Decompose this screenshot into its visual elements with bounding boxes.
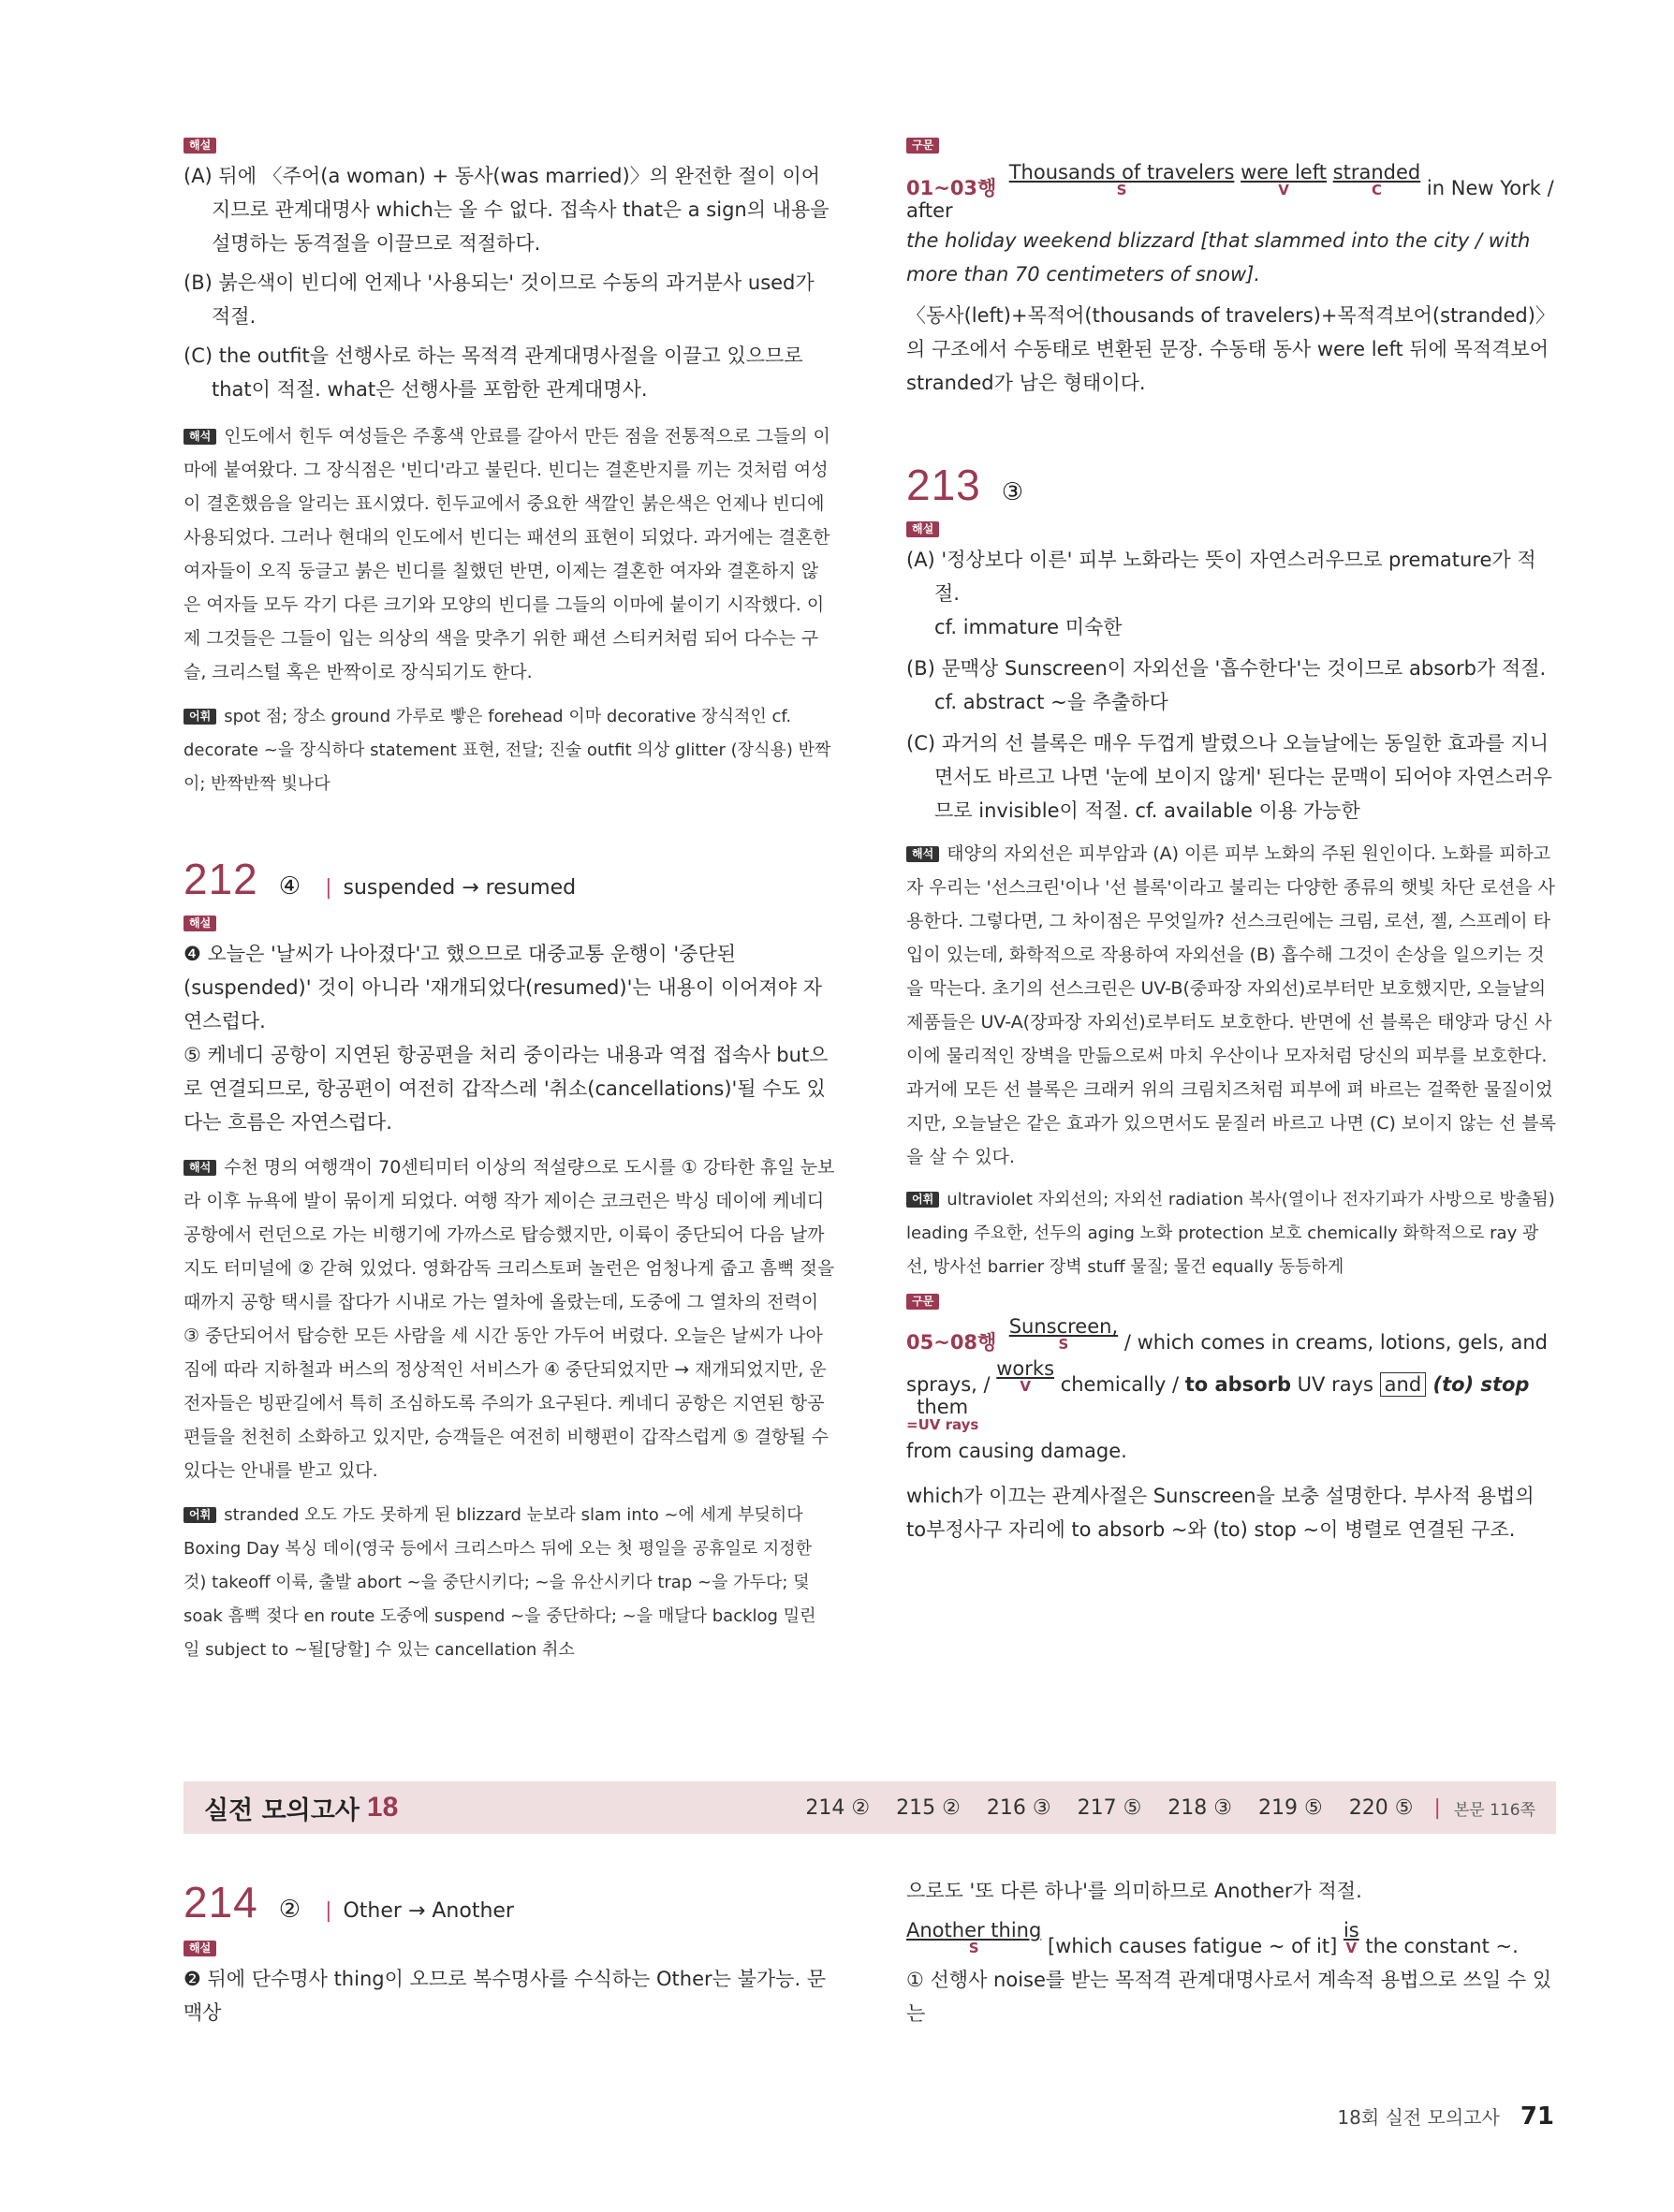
q212-header (184, 854, 835, 904)
reference-note: =UV rays (906, 1416, 979, 1433)
sentence-part: chemically / (1054, 1373, 1185, 1396)
sentence-rest: in New York / after (906, 177, 1554, 222)
q213-explanation-a-cf: cf. immature 미숙한 (934, 616, 1123, 638)
vocab-tag: 어휘 (906, 1192, 939, 1208)
vocab-tag: 어휘 (184, 1507, 216, 1523)
q211-translation-text: 인도에서 힌두 여성들은 주홍색 안료를 갈아서 만든 점을 전통적으로 그들의 이마에 붙여왔다. 그 장식점은 '빈디'라고 불린다. 빈디는 결혼반지를 끼는 것처럼 여성이 결혼했음을 알리는 표시였다. 힌두교에서 중요한 색깔인 붉은색은 언제나 빈디에 사용되었다. 그러나 현대의 인도에서 빈디는 패션의 표현이 되었다. 과거에는 결혼한 여자들이 오직 둥글고 붉은 빈디를 칠했던 반면, 이제는 결혼한 여자와 결혼하지 않은 여자들 모두 각기 다른 크기와 모양의 빈디를 그들의 이마에 붙이기 시작했다. 이제 그것들은 그들이 입는 의상의 색을 맞추기 위한 패션 스티커처럼 되어 다수는 구슬, 크리스털 혹은 반짝이로 장식되기도 한다. (184, 426, 830, 682)
q211-vocab (184, 700, 835, 801)
divider: | (325, 1899, 332, 1923)
q211-vocab-text: spot 점; 장소 ground 가루로 빻은 forehead 이마 decorative 장식적인 cf. decorate ~을 장식하다 statement 표현, 전달; 진술 outfit 의상 glitter (장식용) 반짝이; 반짝반짝 빛나다 (184, 707, 831, 794)
q214-left (184, 1877, 835, 2029)
structure-tag: 구문 (906, 138, 939, 154)
subject-marker: S (1116, 182, 1127, 198)
q212-structure-line2: the holiday weekend blizzard [that slammed into the city / with more than 70 centimeters of snow]. (906, 229, 1531, 286)
explanation-tag: 해설 (184, 138, 216, 154)
question-number: 212 (184, 855, 258, 903)
sentence-rest: the constant ~. (1358, 1935, 1519, 1957)
verb-marker: V (1278, 182, 1289, 198)
infinitive-phrase: (to) stop (1426, 1373, 1530, 1396)
sentence-part: sprays, / (906, 1373, 997, 1396)
q213-explanation-b: (B) 문맥상 Sunscreen이 자외선을 '흡수한다'는 것이므로 absorb가 적절. (906, 657, 1547, 680)
structure-tag: 구문 (906, 1294, 939, 1310)
complement-phrase: stranded (1332, 161, 1421, 183)
q212-structure-line1 (906, 161, 1558, 222)
question-number: 213 (906, 461, 981, 509)
correction-text: suspended → resumed (343, 876, 577, 900)
divider: | (1433, 1795, 1441, 1820)
answer-choice: ④ (278, 872, 301, 901)
q212-structure-note: 〈동사(left)+목적어(thousands of travelers)+목적격보어(stranded)〉의 구조에서 수동태로 변환된 문장. 수동태 동사 were left 뒤에 목적격보어 stranded가 남은 형태이다. (906, 304, 1555, 394)
object-pronoun: them (917, 1396, 969, 1418)
answer-item: 217 ⑤ (1077, 1795, 1142, 1820)
answer-band (184, 1781, 1556, 1834)
translation-tag: 해석 (906, 846, 939, 862)
divider: | (325, 876, 332, 900)
q212-vocab (184, 1499, 835, 1667)
subject-phrase: Thousands of travelers (1008, 161, 1235, 183)
q211-explanation-b: (B) 붉은색이 빈디에 언제나 '사용되는' 것이므로 수동의 과거분사 used가 적절. (184, 271, 815, 328)
explanation-tag: 해설 (184, 1941, 216, 1956)
answer-item: 215 ② (896, 1795, 961, 1820)
q211-explanation-a: (A) 뒤에 〈주어(a woman) + 동사(was married)〉의 완전한 절이 이어지므로 관계대명사 which는 올 수 없다. 접속사 that은 a sign의 내용을 설명하는 동격절을 이끌므로 적절하다. (184, 165, 830, 255)
verb-phrase: were left (1241, 161, 1327, 183)
q214-explanation-cont: 으로도 '또 다른 하나'를 의미하므로 Another가 적절. (906, 1880, 1362, 1902)
subject-marker: S (1058, 1336, 1069, 1353)
q214-header (184, 1877, 835, 1927)
answer-choice: ③ (1001, 478, 1024, 506)
q213-explanation-b-cf: cf. abstract ~을 추출하다 (934, 691, 1168, 713)
subject-marker: S (968, 1940, 979, 1956)
q213-vocab (906, 1183, 1558, 1284)
verb-marker: V (1020, 1378, 1031, 1395)
line-range: 05~08행 (906, 1331, 997, 1354)
q213-header (906, 460, 1558, 510)
q213-structure-line1 (906, 1315, 1558, 1354)
q214-structure (906, 1919, 1558, 1957)
left-column (184, 131, 835, 1667)
q213-vocab-text: ultraviolet 자외선의; 자외선 radiation 복사(열이나 전자기파가 사방으로 방출됨) leading 주요한, 선두의 aging 노화 protection 보호 chemically 화학적으로 ray 광선, 방사선 barrier 장벽 stuff 물질; 물건 equally 동등하게 (906, 1190, 1555, 1277)
subject-phrase: Another thing (906, 1919, 1042, 1941)
page-footer (1337, 2102, 1554, 2131)
q212-translation-text: 수천 명의 여행객이 70센티미터 이상의 적설량으로 도시를 ① 강타한 휴일 눈보라 이후 뉴욕에 발이 묶이게 되었다. 여행 작가 제이슨 코크런은 박싱 데이에 케네디 공항에서 런던으로 가는 비행기에 가까스로 탑승했지만, 이륙이 중단되어 다음 날까지도 터미널에 ② 갇혀 있었다. 영화감독 크리스토퍼 놀런은 엄청나게 줍고 흠뻑 젖을 때까지 공항 택시를 잡다가 시내로 가는 열차에 올랐는데, 도중에 그 열차의 전력이 ③ 중단되어서 탑승한 모든 사람을 세 시간 동안 가두어 버렸다. 오늘은 날씨가 나아짐에 따라 지하철과 버스의 정상적인 서비스가 ④ 중단되었지만 → 재개되었지만, 운전자들은 빙판길에서 특히 조심하도록 주의가 요구된다. 케네디 공항은 지연된 항공편들을 천천히 소화하고 있지만, 승객들은 여전히 비행편이 갑작스럽게 ⑤ 결항될 수 있다는 안내를 받고 있다. (184, 1157, 835, 1481)
complement-marker: C (1371, 182, 1382, 198)
conjunction-box: and (1380, 1372, 1427, 1397)
answer-item: 218 ③ (1167, 1795, 1233, 1820)
q214-right (906, 1874, 1558, 2030)
q214-explanation-1: ① 선행사 noise를 받는 목적격 관계대명사로서 계속적 용법으로 쓰일 수 있는 (906, 1969, 1552, 2025)
vocab-tag: 어휘 (184, 709, 216, 725)
answer-item: 216 ③ (986, 1795, 1051, 1820)
page-number: 71 (1520, 2102, 1554, 2131)
band-title: 실전 모의고사 (204, 1795, 360, 1825)
page-reference: 본문 116쪽 (1453, 1800, 1535, 1820)
relative-clause: / which comes in creams, lotions, gels, and (1118, 1331, 1548, 1354)
q212-explanation-4: ❹ 오늘은 '날씨가 나아졌다'고 했으므로 대중교통 운행이 '중단된(suspended)' 것이 아니라 '재개되었다(resumed)'는 내용이 이어져야 자연스럽다. (184, 943, 822, 1033)
verb-phrase: works (996, 1357, 1055, 1380)
q212-vocab-text: stranded 오도 가도 못하게 된 blizzard 눈보라 slam into ~에 세게 부딪히다 Boxing Day 복싱 데이(영국 등에서 크리스마스 뒤에 오는 첫 평일을 공휴일로 지정한 것) takeoff 이륙, 출발 abort ~을 중단시키다; ~을 유산시키다 trap ~을 가두다; 덫 soak 흠뻑 젖다 en route 도중에 suspend ~을 중단하다; ~을 매달다 backlog 밀린 일 subject to ~될[당할] 수 있는 cancellation 취소 (184, 1505, 816, 1660)
q211-translation (184, 419, 835, 689)
answer-list (805, 1796, 1413, 1820)
subject-phrase: Sunscreen, (1008, 1315, 1119, 1338)
q213-structure-line2 (906, 1357, 1558, 1434)
line-range: 01~03행 (906, 177, 997, 199)
q211-explanation-c: (C) the outfit을 선행사로 하는 목적격 관계대명사절을 이끌고 있으므로 that이 적절. what은 선행사를 포함한 관계대명사. (184, 344, 803, 401)
answer-item: 219 ⑤ (1258, 1795, 1323, 1820)
verb-marker: V (1345, 1940, 1358, 1956)
q213-structure-line3: from causing damage. (906, 1440, 1127, 1462)
q213-translation (906, 837, 1558, 1174)
right-column (906, 131, 1558, 1546)
q213-structure-note: which가 이끄는 관계사절은 Sunscreen을 보충 설명한다. 부사적 용법의 to부정사구 자리에 to absorb ~와 (to) stop ~이 병렬로 연결된 구조. (906, 1485, 1534, 1541)
answer-item: 214 ② (805, 1795, 871, 1820)
infinitive-phrase: to absorb (1184, 1373, 1291, 1396)
band-number: 18 (366, 1792, 399, 1823)
q213-explanation-a: (A) '정상보다 이른' 피부 노화라는 뜻이 자연스러우므로 premature가 적절. (906, 549, 1536, 605)
q214-explanation: ❷ 뒤에 단수명사 thing이 오므로 복수명사를 수식하는 Other는 불가능. 문맥상 (184, 1968, 827, 2024)
q213-explanation-c: (C) 과거의 선 블록은 매우 두껍게 발렸으나 오늘날에는 동일한 효과를 지니면서도 바르고 나면 '눈에 보이지 않게' 된다는 문맥이 되어야 자연스러우므로 invisible이 적절. cf. available 이용 가능한 (906, 732, 1552, 822)
q212-explanation-5: ⑤ 케네디 공항이 지연된 항공편을 처리 중이라는 내용과 역접 접속사 but으로 연결되므로, 항공편이 여전히 갑작스레 '취소(cancellations)'될 수도 있다는 흐름은 자연스럽다. (184, 1044, 829, 1134)
q212-translation (184, 1150, 835, 1487)
verb-phrase: is (1343, 1919, 1359, 1941)
answer-choice: ② (278, 1896, 301, 1924)
explanation-tag: 해설 (184, 916, 216, 931)
explanation-tag: 해설 (906, 521, 939, 537)
footer-label: 18회 실전 모의고사 (1337, 2106, 1500, 2129)
translation-tag: 해석 (184, 1160, 216, 1176)
answer-item: 220 ⑤ (1348, 1795, 1414, 1820)
q213-translation-text: 태양의 자외선은 피부암과 (A) 이른 피부 노화의 주된 원인이다. 노화를 피하고자 우리는 '선스크린'이나 '선 블록'이라고 불리는 다양한 종류의 햇빛 차단 로션을 사용한다. 그렇다면, 그 차이점은 무엇일까? 선스크린에는 크림, 로션, 젤, 스프레이 타입이 있는데, 화학적으로 작용하여 자외선을 (B) 흡수해 그것이 손상을 일으키는 것을 막는다. 초기의 선스크린은 UV-B(중파장 자외선)로부터만 보호했지만, 오늘날의 제품들은 UV-A(장파장 자외선)로부터도 보호한다. 반면에 선 블록은 태양과 당신 사이에 물리적인 장벽을 만듦으로써 마치 우산이나 모자처럼 당신의 피부를 보호한다. 과거에 모든 선 블록은 크래커 위의 크림치즈처럼 피부에 펴 바르는 걸쭉한 물질이었지만, 오늘날은 같은 효과가 있으면서도 묻질러 바르고 나면 (C) 보이지 않는 선 블록을 살 수 있다. (906, 843, 1556, 1167)
sentence-part: UV rays (1291, 1373, 1380, 1396)
correction-text: Other → Another (343, 1899, 514, 1923)
question-number: 214 (184, 1878, 258, 1926)
translation-tag: 해석 (184, 429, 216, 445)
relative-clause: [which causes fatigue ~ of it] (1041, 1935, 1344, 1957)
